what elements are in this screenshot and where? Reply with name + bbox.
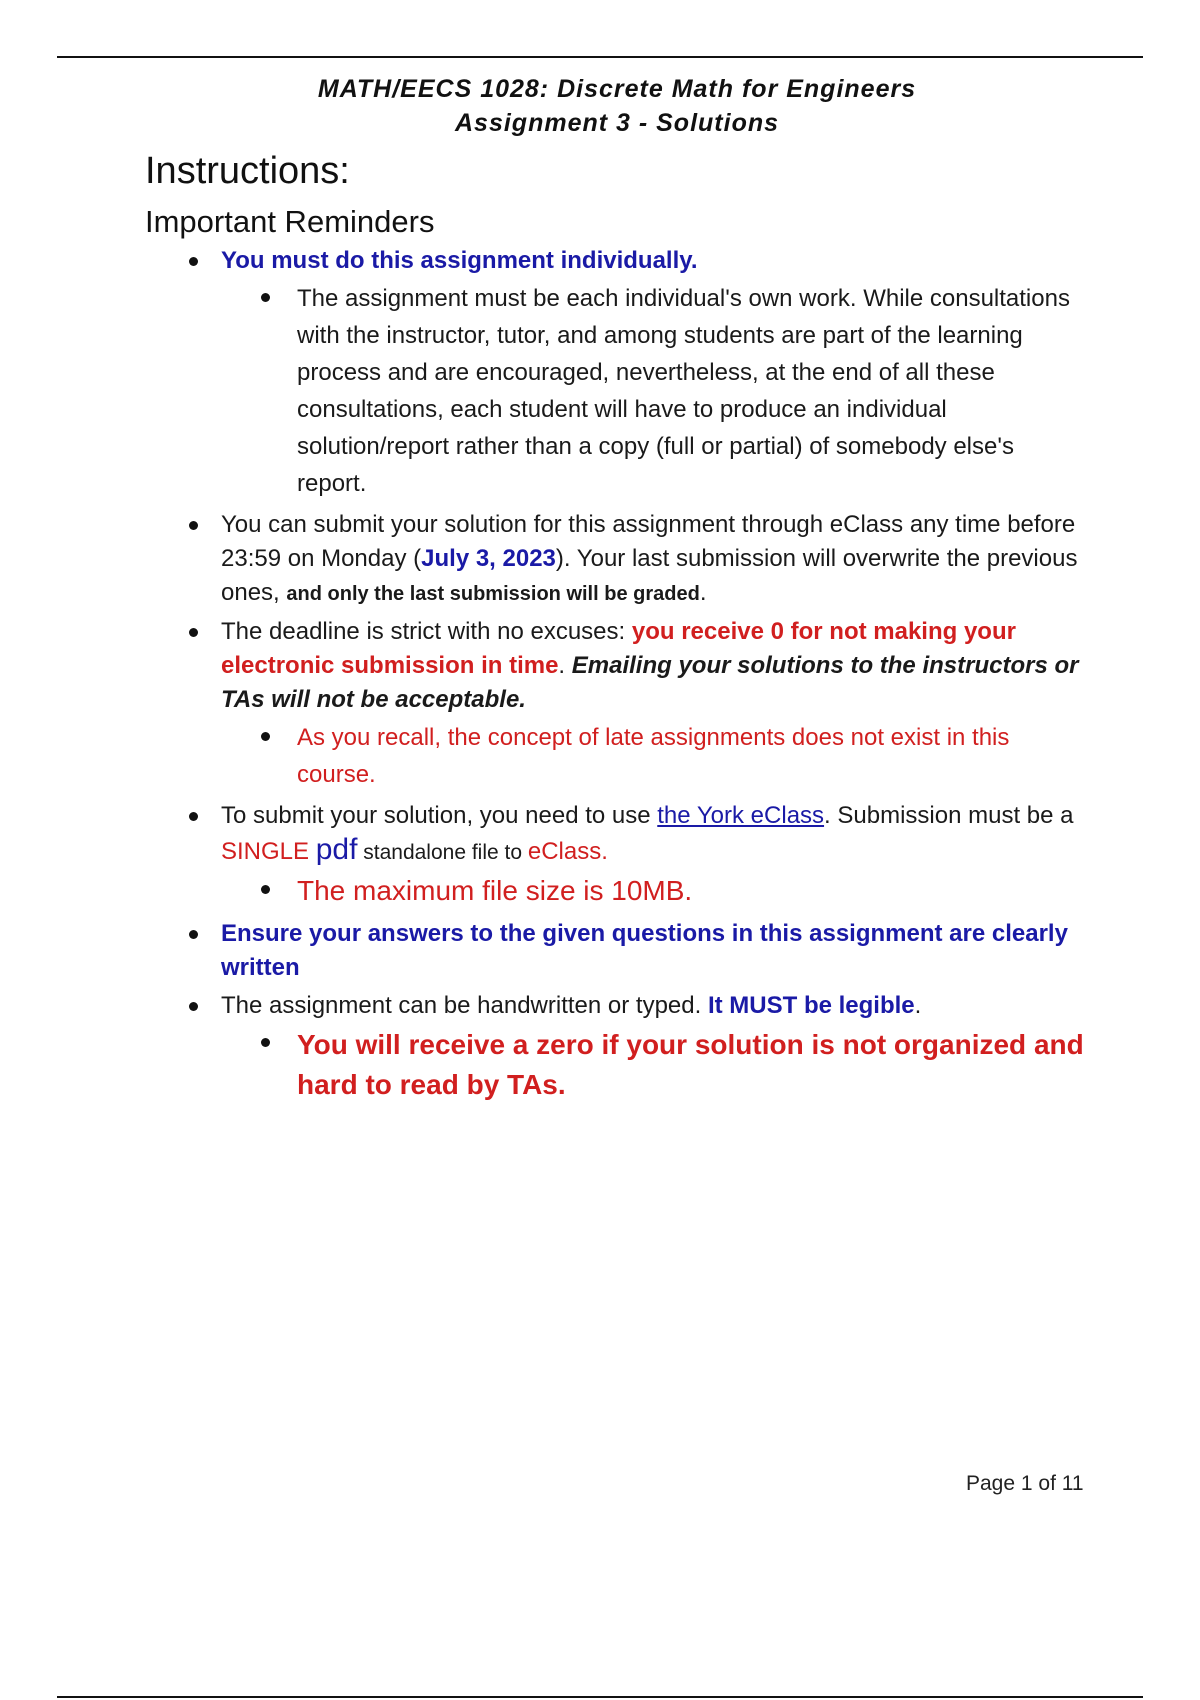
- sub-bullet-own-work: [259, 280, 1087, 502]
- bullet-clearly-written: [187, 917, 1087, 985]
- sub-bullet-zero: [259, 1025, 1087, 1105]
- sub-bullet-late: [259, 719, 1087, 793]
- sub-bullet-late-text: As you recall, the concept of late assignments does not exist in this course.: [297, 724, 1010, 788]
- bullet-clearly-written-text: Ensure your answers to the given questions in this assignment are clearly written: [221, 920, 1068, 981]
- deadline-date: July 3, 2023: [421, 545, 556, 572]
- submit-text-1: To submit your solution, you need to use: [221, 802, 658, 829]
- submission-text-4: .: [699, 579, 707, 606]
- deadline-warning: you receive 0 for not making your electronic submission in time: [221, 618, 1016, 679]
- bullet-submission-time: [187, 508, 1087, 611]
- deadline-text-2: .: [558, 652, 572, 679]
- bullet-legible: [187, 989, 1087, 1105]
- submit-pdf: pdf: [315, 833, 358, 866]
- legible-emphasis: It MUST be legible: [707, 992, 915, 1019]
- top-rule: [57, 56, 1143, 58]
- assignment-title: Assignment 3 - Solutions: [454, 109, 780, 137]
- submission-text-3: and only the last submission will be graded: [286, 583, 700, 605]
- instructions-heading: Instructions:: [145, 150, 350, 192]
- submission-text-2: ). Your last submission will overwrite the previous ones,: [221, 545, 1078, 606]
- sub-bullet-zero-text: You will receive a zero if your solution is not organized and hard to read by TAs.: [297, 1029, 1084, 1100]
- sub-bullet-own-work-text: The assignment must be each individual's own work. While consultations with the instructor, tutor, and among students are part of the learning process and are encouraged, nevertheless, at the end of all these consultations, each student will have to produce an individual solution/report rather than a copy (full or partial) of somebody else's report.: [297, 285, 1070, 497]
- submit-text-2: . Submission must be a: [824, 802, 1074, 829]
- legible-text-2: .: [914, 992, 922, 1019]
- deadline-text-1: The deadline is strict with no excuses:: [221, 618, 632, 645]
- bullet-individual: [187, 244, 1087, 502]
- submit-single: SINGLE: [221, 838, 310, 865]
- page-number: Page 1 of 11: [966, 1472, 1084, 1495]
- reminders-heading: Important Reminders: [145, 204, 435, 239]
- deadline-email-note: Emailing your solutions to the instructors or TAs will not be acceptable.: [221, 652, 1079, 713]
- reminders-list: [187, 244, 1087, 1111]
- submission-text-1: You can submit your solution for this assignment through eClass any time before 23:59 on Monday (: [221, 511, 1076, 572]
- bottom-rule: [57, 1696, 1143, 1698]
- course-title: MATH/EECS 1028: Discrete Math for Engineers: [317, 75, 917, 103]
- submit-eclass: eClass.: [527, 838, 608, 865]
- legible-text-1: The assignment can be handwritten or typed.: [221, 992, 708, 1019]
- submit-text-3: standalone file to: [357, 841, 528, 864]
- bullet-deadline: [187, 615, 1087, 793]
- sub-bullet-file-size: [259, 872, 1087, 911]
- bullet-submit-method: [187, 799, 1087, 911]
- document-header: [0, 72, 1200, 140]
- bullet-individual-text: You must do this assignment individually.: [221, 247, 698, 274]
- sub-bullet-file-size-text: The maximum file size is 10MB.: [297, 875, 693, 906]
- york-eclass-link[interactable]: the York eClass: [657, 802, 825, 829]
